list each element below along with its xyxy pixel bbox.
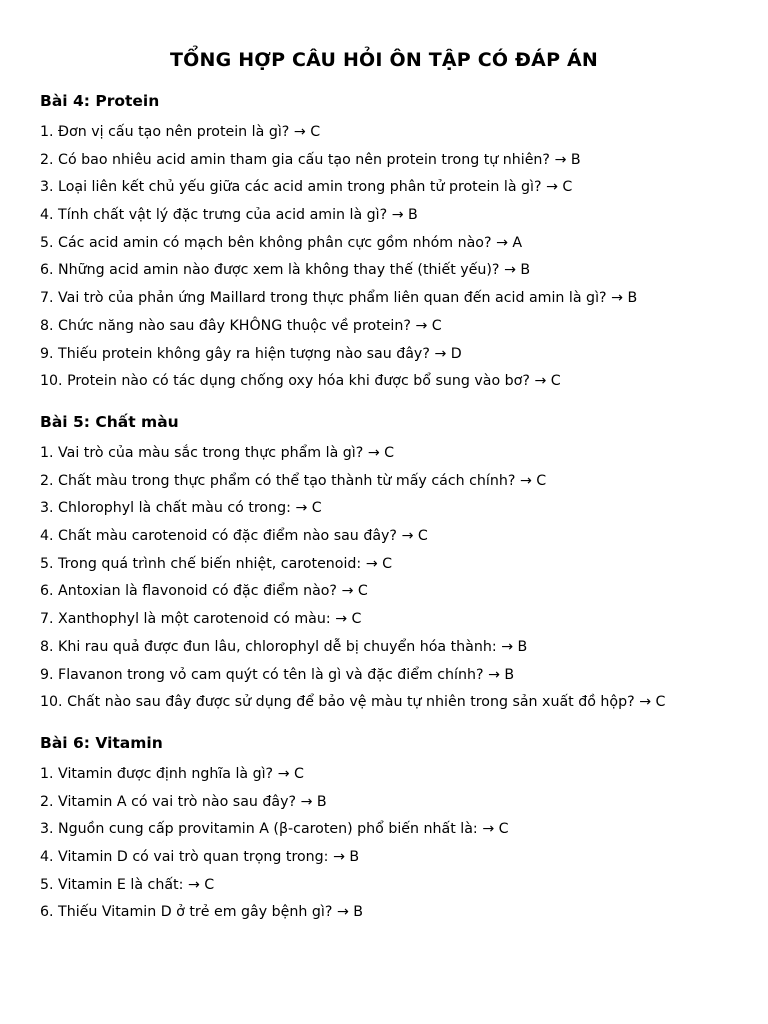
question-item: 9. Thiếu protein không gây ra hiện tượng nào sau đây? → D [40,345,462,362]
question-item: 1. Vai trò của màu sắc trong thực phẩm là gì? → C [40,445,395,461]
question-item: 2. Có bao nhiêu acid amin tham gia cấu tạo nên protein trong tự nhiên? → B [40,151,581,168]
section-protein [40,89,750,396]
section-heading: Bài 6: Vitamin [40,734,163,752]
question-item: 4. Tính chất vật lý đặc trưng của acid amin là gì? → B [40,207,418,224]
question-item: 6. Những acid amin nào được xem là không thay thế (thiết yếu)? → B [40,262,531,279]
question-item: 1. Đơn vị cấu tạo nên protein là gì? → C [40,124,321,140]
question-item: 7. Xanthophyl là một carotenoid có màu: → C [40,611,362,628]
page-title: TỔNG HỢP CÂU HỎI ÔN TẬP CÓ ĐÁP ÁN [169,48,599,71]
question-item: 3. Nguồn cung cấp provitamin A (β-caroten) phổ biến nhất là: → C [40,821,509,838]
question-item: 10. Protein nào có tác dụng chống oxy hóa khi được bổ sung vào bơ? → C [40,373,561,390]
question-item: 5. Trong quá trình chế biến nhiệt, carotenoid: → C [40,555,393,572]
question-item: 8. Chức năng nào sau đây KHÔNG thuộc về protein? → C [40,317,442,334]
section-heading: Bài 4: Protein [40,92,160,110]
question-item: 4. Vitamin D có vai trò quan trọng trong: → B [40,849,360,866]
question-item: 5. Các acid amin có mạch bên không phân cực gồm nhóm nào? → A [40,234,523,251]
question-list [40,761,750,927]
question-list [40,440,750,717]
section-vitamin [40,731,750,927]
question-item: 10. Chất nào sau đây được sử dụng để bảo vệ màu tự nhiên trong sản xuất đồ hộp? → C [40,694,666,711]
section-heading: Bài 5: Chất màu [40,413,179,431]
question-item: 2. Vitamin A có vai trò nào sau đây? → B [40,793,327,810]
question-item: 8. Khi rau quả được đun lâu, chlorophyl dễ bị chuyển hóa thành: → B [40,638,528,655]
section-chat-mau [40,410,750,717]
question-list [40,119,750,396]
question-item: 6. Antoxian là flavonoid có đặc điểm nào? → C [40,583,368,600]
question-item: 3. Chlorophyl là chất màu có trong: → C [40,500,322,517]
question-item: 9. Flavanon trong vỏ cam quýt có tên là gì và đặc điểm chính? → B [40,666,515,683]
question-item: 4. Chất màu carotenoid có đặc điểm nào sau đây? → C [40,528,428,545]
question-item: 5. Vitamin E là chất: → C [40,876,215,893]
question-item: 7. Vai trò của phản ứng Maillard trong thực phẩm liên quan đến acid amin là gì? → B [40,290,638,307]
question-item: 3. Loại liên kết chủ yếu giữa các acid amin trong phân tử protein là gì? → C [40,179,573,196]
question-item: 1. Vitamin được định nghĩa là gì? → C [40,766,304,782]
question-item: 6. Thiếu Vitamin D ở trẻ em gây bệnh gì? → B [40,904,364,921]
question-item: 2. Chất màu trong thực phẩm có thể tạo thành từ mấy cách chính? → C [40,472,547,489]
